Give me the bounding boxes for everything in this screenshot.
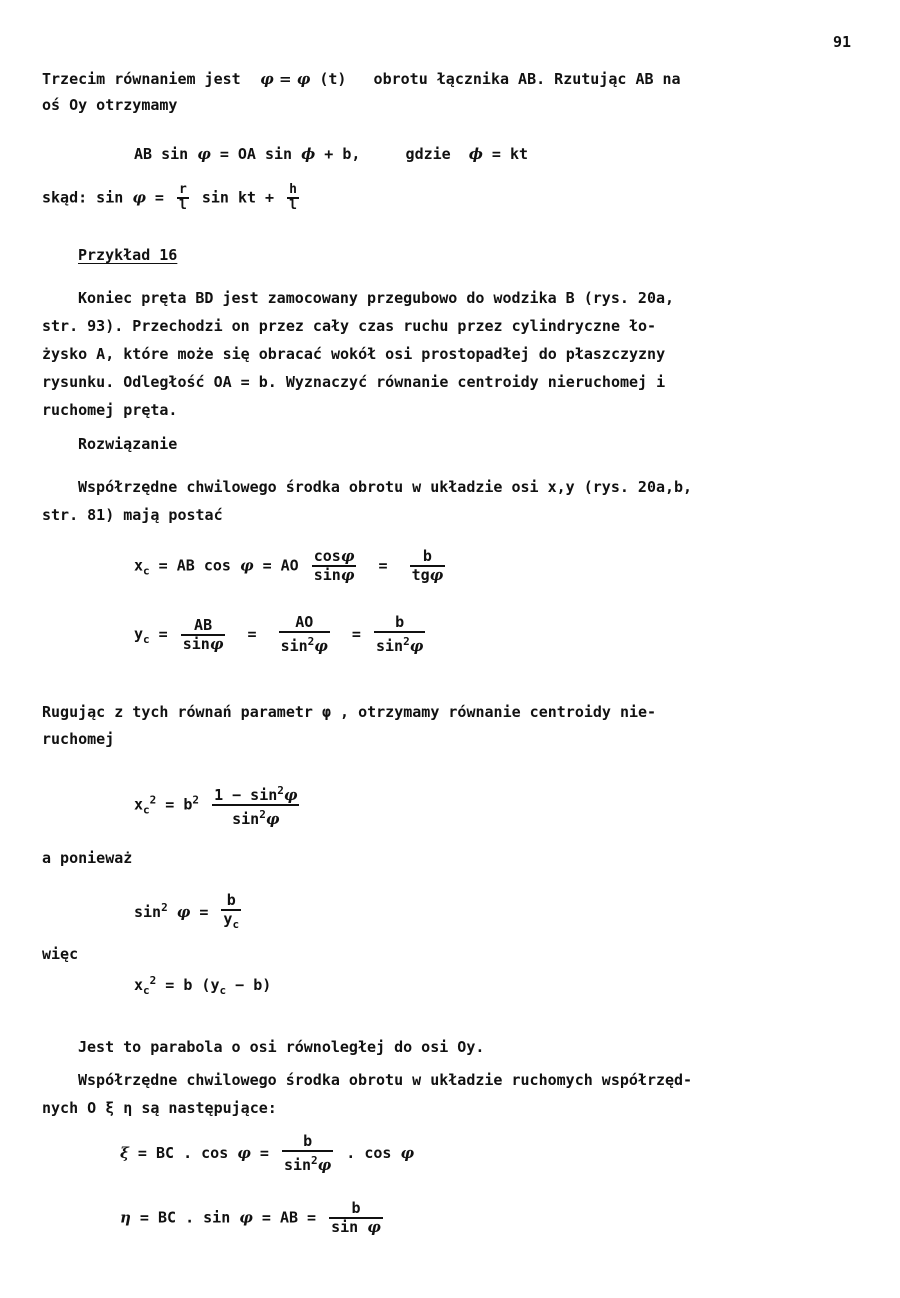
equation-xc: $x_c$ = AB cos φ = AO $\frac{\cos\varphi}{\sin\varphi}$ = $\frac{b}{\text{tgφ}}$ [134, 547, 444, 584]
equation-xi: ξ = BC . cos φ = $\frac{b}{\sin^2\varphi}$ . cos φ [120, 1132, 415, 1174]
paragraph: Koniec pręta BD jest zamocowany przegubowo do wodzika B (rys. 20a, str. 93). Przechodzi on przez cały czas ruchu przez cylindryczne ło- żysko A, które może się obracać wokół osi prostopadłej do płaszczyzny rysunku. Odległość OA = b. Wyznaczyć równanie centroidy nieruchomej i ruchomej pręta. [42, 289, 675, 419]
text-line: Jest to parabola o osi równoległej do osi Oy. [78, 1038, 485, 1056]
equation-xc2: $x_c^2 = b^2$ $\frac{1 - \sin^2\varphi}{\sin^2\varphi}$ [134, 784, 298, 828]
paragraph: Rugując z tych równań parametr φ , otrzymamy równanie centroidy nie- ruchomej [42, 703, 657, 748]
equation-yc: $y_c$ = $\frac{AB}{\sin\varphi}$ = $\frac{AO}{\sin^2\varphi}$ = $\frac{b}{\sin^2\varphi}$ [134, 613, 424, 655]
solution-heading: Rozwiązanie [78, 435, 178, 453]
example-title: Przykład 16 [78, 246, 178, 264]
paragraph: Współrzędne chwilowego środka obrotu w układzie osi x,y (rys. 20a,b, str. 81) mają postać [42, 478, 693, 524]
equation-sin2: $\sin^2 \varphi$ = $\frac{b}{y_c}$ [134, 891, 240, 931]
equation-eta: η = BC . sin φ = AB = $\frac{b}{\text{sin φ}}$ [120, 1199, 381, 1236]
equation-parabola: $x_c^2 = b$ $(y_c - b)$ [134, 974, 272, 997]
text-line: więc [42, 945, 79, 963]
paragraph: Współrzędne chwilowego środka obrotu w układzie ruchomych współrzęd- nych O ξ η są następujące: [42, 1071, 693, 1117]
text-line: a ponieważ [42, 849, 133, 867]
page-number: 91 [833, 33, 852, 51]
equation: skąd: sin φ = $\frac{r}{l}$ sin kt + $\frac{h}{l}$ [42, 182, 297, 213]
equation: AB sin φ = OA sin ϕ + b, gdzie ϕ = kt [134, 145, 529, 163]
text-line: oś Oy otrzymamy [42, 96, 178, 114]
text-line: Trzecim równaniem jest φ = φ (t) obrotu łącznika AB. Rzutując AB na [42, 70, 681, 88]
